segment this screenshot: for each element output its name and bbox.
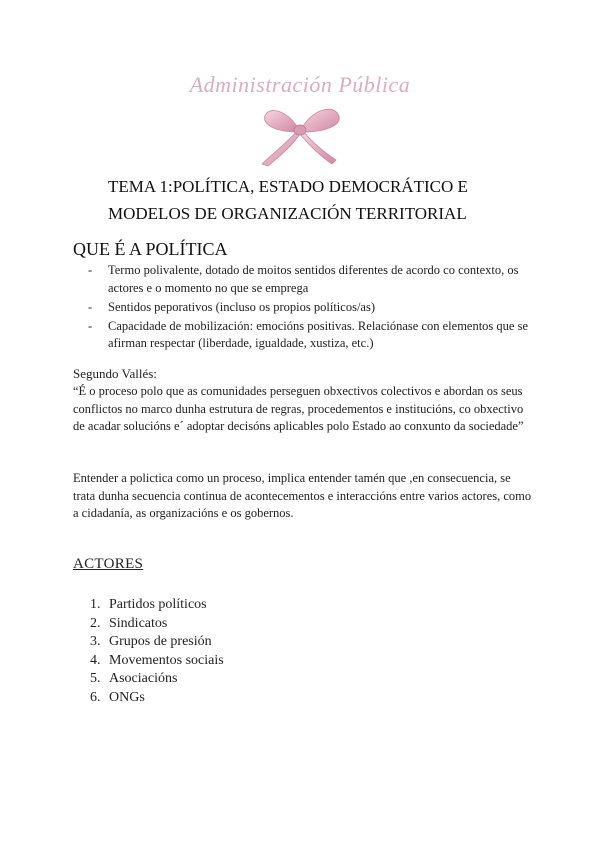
body-paragraph: Entender a polictica como un proceso, implica entender tamén que ,en consecuencia, se trata dunha secuencia continua de acontecementos e interaccións entre varios actores, como a cidadanía, as organizacións e os gobernos. (73, 471, 532, 520)
topic-heading-line-1: TEMA 1:POLÍTICA, ESTADO DEMOCRÁTICO E (108, 177, 468, 196)
list-item: 5. Asociacións (90, 671, 178, 686)
list-item: 6. ONGs (90, 689, 145, 705)
list-item: - Capacidade de mobilización: emocións positivas. Relaciónase con elementos que se afirman respectar (liberdade, igualdade, xustiza, etc.) (88, 318, 529, 350)
actors-numbered-list (90, 596, 224, 707)
list-item: 1. Partidos políticos (90, 597, 207, 612)
list-item: - Termo polivalente, dotado de moitos sentidos diferentes de acordo co contexto, os actores e o momento no que se emprega (88, 263, 519, 295)
ribbon-bow-icon (252, 104, 348, 168)
quote-author: Segundo Vallés: (73, 366, 157, 381)
section-heading-politica: QUE É A POLÍTICA (73, 239, 228, 259)
quote-text: “É o proceso polo que as comunidades perseguen obxectivos colectivos e abordan os seus conflictos no marco dunha estrutura de regras, procedementos e institucións, co obxectivo de acadar solucións e´ adoptar decisóns aplicables polo Estado ao conxunto da sociedade” (73, 384, 524, 433)
section-heading-actores: ACTORES (73, 556, 144, 572)
topic-heading-line-2: MODELOS DE ORGANIZACIÓN TERRITORIAL (108, 204, 467, 223)
list-item: 3. Grupos de presión (90, 634, 212, 649)
definition-bullet-list (88, 262, 538, 354)
list-item: 2. Sindicatos (90, 615, 168, 631)
list-item: - Sentidos peporativos (incluso os propios políticos/as) (88, 299, 375, 314)
topic-heading (108, 173, 548, 227)
list-item: 4. Movementos sociais (90, 652, 224, 668)
document-title: Administración Pública (189, 72, 411, 97)
